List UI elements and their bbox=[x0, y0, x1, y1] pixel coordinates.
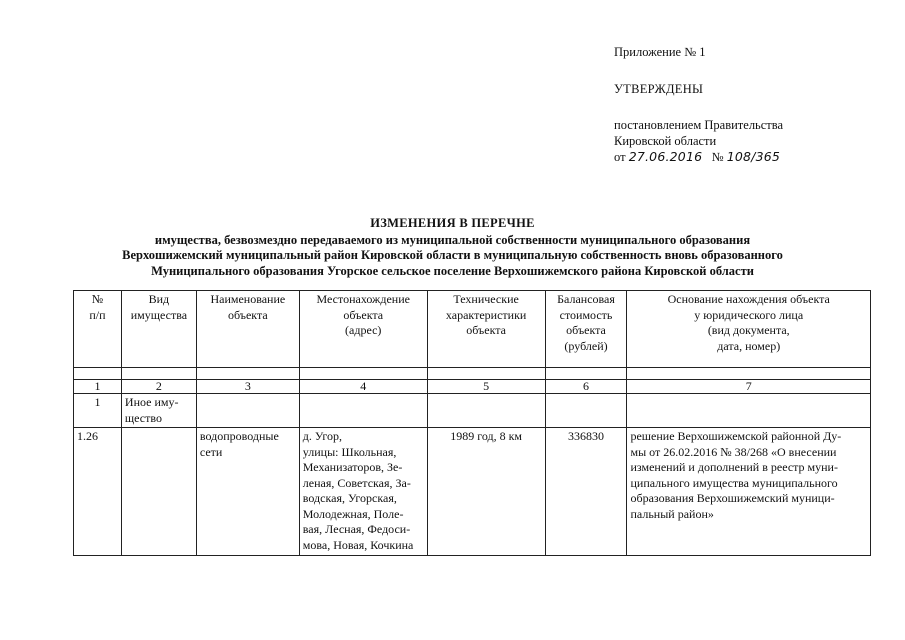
gap-cell bbox=[427, 368, 545, 380]
decree-line-1: постановлением Правительства bbox=[614, 118, 784, 132]
header-label: Наименование объекта bbox=[210, 292, 286, 322]
cell-type bbox=[121, 428, 196, 556]
header-cell-no bbox=[74, 291, 122, 368]
handwritten-number: 108/365 bbox=[726, 149, 781, 164]
property-table bbox=[73, 290, 871, 556]
cell-type: Иное иму- щество bbox=[121, 394, 196, 428]
table-header-row bbox=[74, 291, 871, 368]
title-line-3: Верхошижемский муниципальный район Кировской области в муниципальную собственность вновь образованного bbox=[122, 248, 783, 262]
gap-cell bbox=[121, 368, 196, 380]
gap-cell bbox=[627, 368, 871, 380]
title-line-1: ИЗМЕНЕНИЯ В ПЕРЕЧНЕ bbox=[370, 216, 535, 230]
cell-name bbox=[196, 394, 299, 428]
date-prefix: от bbox=[614, 150, 626, 164]
cell-specs bbox=[427, 394, 545, 428]
title-line-4: Муниципального образования Угорское сельское поселение Верхошижемского района Кировской области bbox=[151, 263, 754, 278]
column-number-row bbox=[74, 380, 871, 394]
header-label: № п/п bbox=[89, 292, 106, 322]
gap-cell bbox=[74, 368, 122, 380]
header-cell-cost bbox=[545, 291, 627, 368]
header-cell-name bbox=[196, 291, 299, 368]
header-label: Технические характеристики объекта bbox=[445, 292, 527, 337]
table-row bbox=[74, 428, 871, 556]
header-cell-address bbox=[299, 291, 427, 368]
header-cell-type bbox=[121, 291, 196, 368]
header-label: Основание нахождения объекта у юридического лица (вид документа, дата, номер) bbox=[667, 292, 830, 353]
gap-cell bbox=[196, 368, 299, 380]
header-label: Балансовая стоимость объекта (рублей) bbox=[557, 292, 615, 353]
number-prefix: № bbox=[711, 150, 724, 164]
column-number: 7 bbox=[627, 380, 871, 394]
cell-basis: решение Верхошижемской районной Ду- мы от 26.02.2016 № 38/268 «О внесении изменений и дополнений в реестр муни- ципального имущества муниципального образования Верхошижемский муници- пальный район» bbox=[627, 428, 871, 556]
cell-address bbox=[299, 394, 427, 428]
column-number: 6 bbox=[545, 380, 627, 394]
header-cell-specs bbox=[427, 291, 545, 368]
header-label: Вид имущества bbox=[130, 292, 188, 322]
gap-cell bbox=[299, 368, 427, 380]
appendix-block bbox=[614, 44, 783, 165]
column-number: 4 bbox=[299, 380, 427, 394]
title-line-2: имущества, безвозмездно передаваемого из муниципальной собственности муниципального образования bbox=[154, 232, 751, 247]
cell-cost bbox=[545, 394, 627, 428]
cell-no: 1.26 bbox=[74, 428, 122, 556]
column-number: 3 bbox=[196, 380, 299, 394]
cell-address: д. Угор, улицы: Школьная, Механизаторов, Зе- леная, Советская, За- водская, Угорская, Молодежная, Поле- вая, Лесная, Федоси- мова, Новая, Кочкина bbox=[299, 428, 427, 556]
header-label: Местонахождение объекта (адрес) bbox=[316, 292, 410, 337]
cell-basis bbox=[627, 394, 871, 428]
cell-specs: 1989 год, 8 км bbox=[427, 428, 545, 556]
gap-cell bbox=[545, 368, 627, 380]
decree-line-2: Кировской области bbox=[614, 134, 717, 148]
approved-label: УТВЕРЖДЕНЫ bbox=[614, 82, 704, 96]
cell-name: водопроводные сети bbox=[196, 428, 299, 556]
column-number: 5 bbox=[427, 380, 545, 394]
cell-no: 1 bbox=[74, 394, 122, 428]
header-cell-basis bbox=[627, 291, 871, 368]
document-title bbox=[0, 216, 905, 279]
table-header-gap bbox=[74, 368, 871, 380]
cell-cost: 336830 bbox=[545, 428, 627, 556]
handwritten-date: 27.06.2016 bbox=[628, 149, 703, 164]
table-row bbox=[74, 394, 871, 428]
appendix-number: Приложение № 1 bbox=[614, 45, 706, 59]
column-number: 1 bbox=[74, 380, 122, 394]
decree-date-line bbox=[614, 149, 783, 165]
column-number: 2 bbox=[121, 380, 196, 394]
